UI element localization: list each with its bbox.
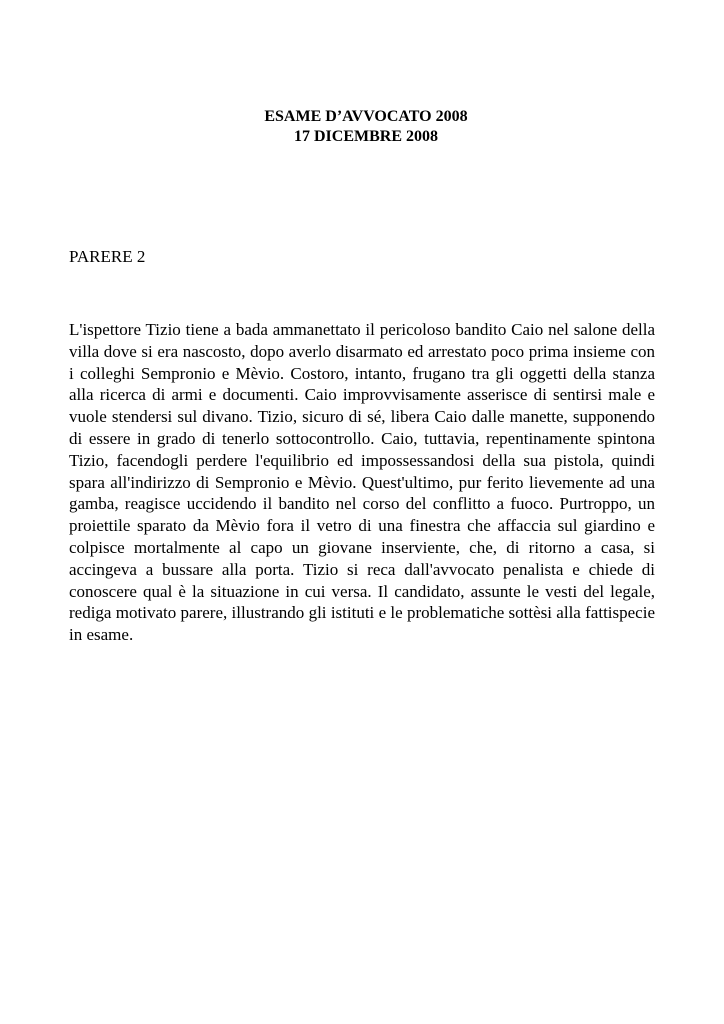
exam-date: 17 DICEMBRE 2008 (293, 128, 438, 145)
case-paragraph: L'ispettore Tizio tiene a bada ammanettato il pericoloso bandito Caio nel salone della villa dove si era nascosto, dopo averlo disarmato ed arrestato poco prima insieme con i colleghi Sempronio e Mèvio. Costoro, intanto, frugano tra gli oggetti della stanza alla ricerca di armi e documenti. Caio improvvisamente asserisce di sentirsi male e vuole stendersi sul divano. Tizio, sicuro di sé, libera Caio dalle manette, supponendo di essere in grado di tenerlo sottocontrollo. Caio, tuttavia, repentinamente spintona Tizio, facendogli perdere l'equilibrio ed impossessandosi della sua pistola, quindi spara all'indirizzo di Sempronio e Mèvio. Quest'ultimo, pur ferito lievemente ad una gamba, reagisce uccidendo il bandito nel corso del conflitto a fuoco. Purtroppo, un proiettile sparato da Mèvio fora il vetro di una finestra che affaccia sul giardino e colpisce mortalmente al capo un giovane inserviente, che, di ritorno a casa, si accingeva a bussare alla porta. Tizio si reca dall'avvocato penalista e chiede di conoscere qual è la situazione in cui versa. Il candidato, assunte le vesti del legale, rediga motivato parere, illustrando gli istituti e le problematiche sottèsi alla fattispecie in esame. (69, 320, 655, 645)
document-header (0, 107, 724, 147)
section-label: PARERE 2 (69, 247, 146, 266)
exam-title: ESAME D’AVVOCATO 2008 (264, 108, 468, 125)
